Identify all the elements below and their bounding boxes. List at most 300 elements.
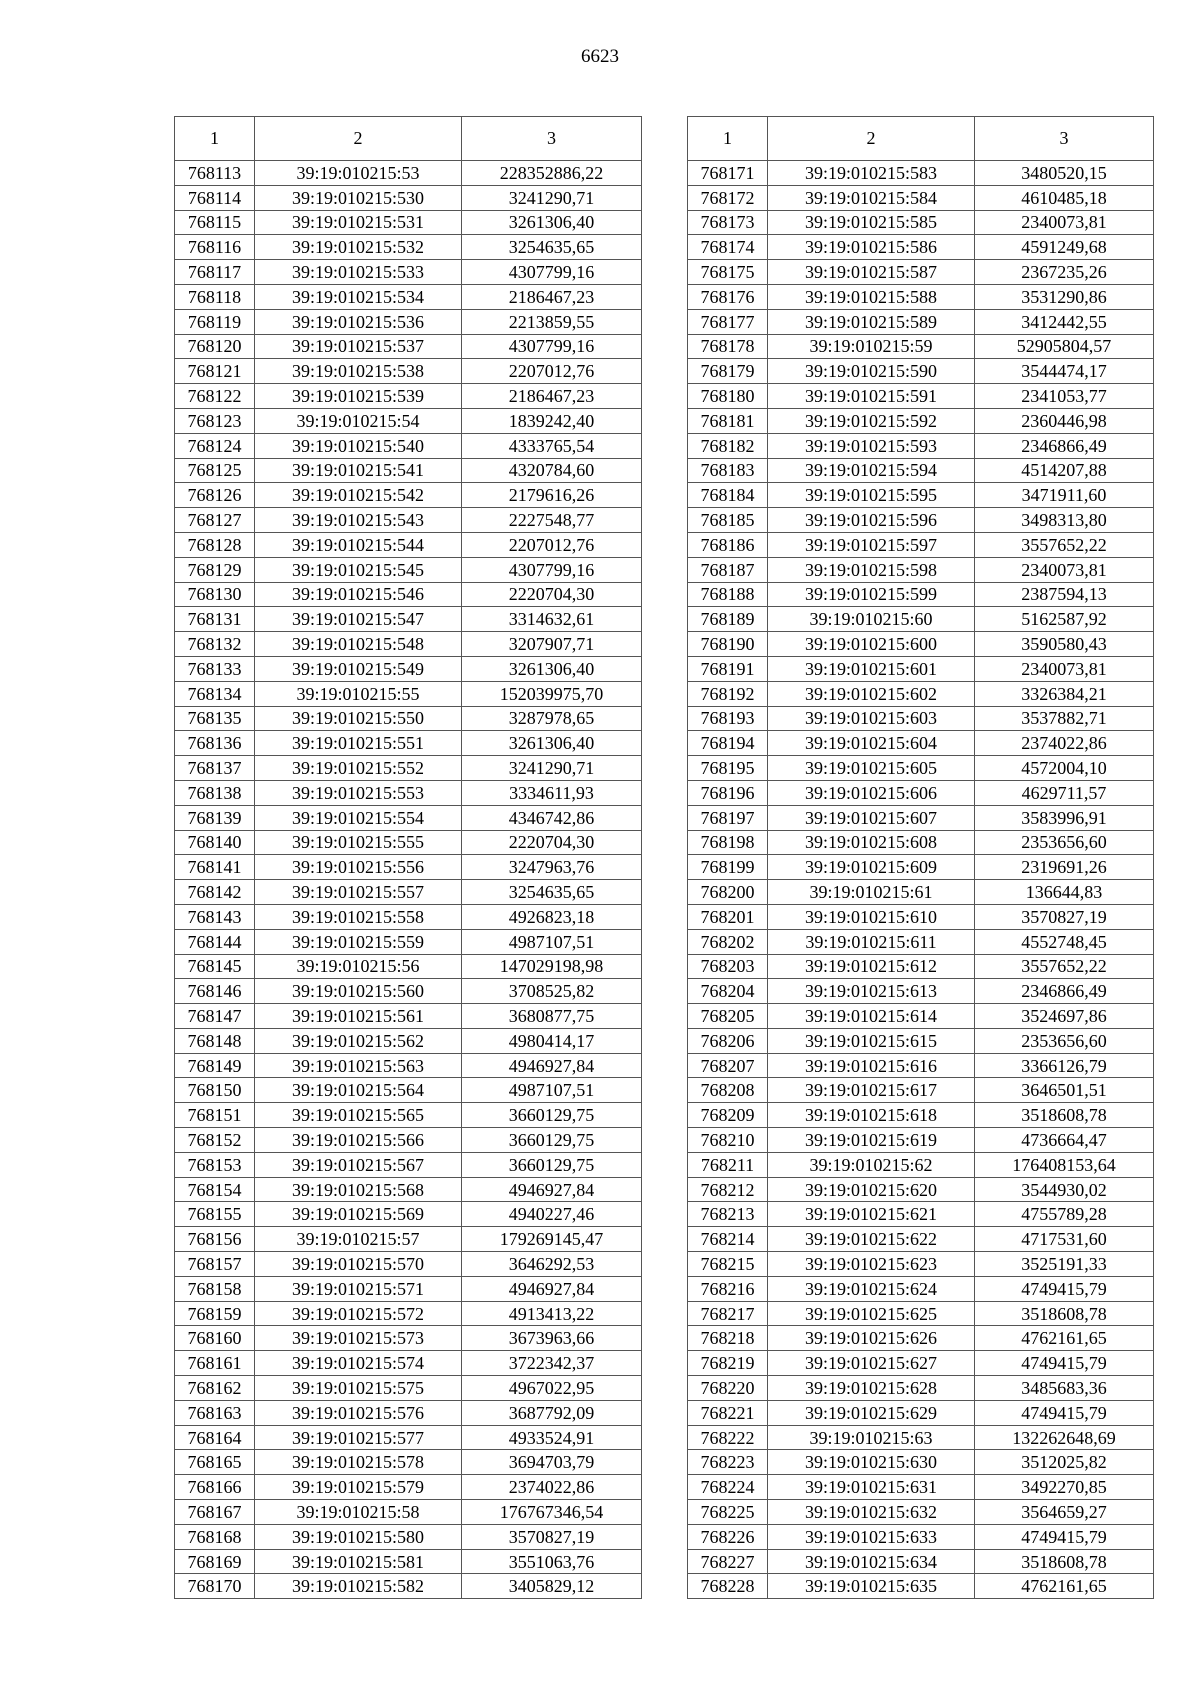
table-row (688, 929, 1154, 954)
cadastral-number-cell: 39:19:010215:577 (255, 1425, 462, 1450)
cadastral-number-cell: 39:19:010215:554 (255, 805, 462, 830)
cadastral-number-cell: 39:19:010215:593 (768, 433, 975, 458)
value-cell: 3531290,86 (975, 284, 1154, 309)
cadastral-number-cell: 39:19:010215:55 (255, 681, 462, 706)
row-number-cell: 768186 (688, 532, 768, 557)
table-row (688, 1028, 1154, 1053)
value-cell: 2346866,49 (975, 979, 1154, 1004)
table-row (688, 161, 1154, 186)
row-number-cell: 768214 (688, 1227, 768, 1252)
table-body-left (175, 161, 642, 1599)
table-row (688, 210, 1154, 235)
table-row (688, 458, 1154, 483)
value-cell: 4755789,28 (975, 1202, 1154, 1227)
table-row (688, 830, 1154, 855)
table-row (688, 1227, 1154, 1252)
row-number-cell: 768183 (688, 458, 768, 483)
cadastral-number-cell: 39:19:010215:57 (255, 1227, 462, 1252)
cadastral-number-cell: 39:19:010215:537 (255, 334, 462, 359)
row-number-cell: 768195 (688, 756, 768, 781)
value-cell: 4987107,51 (462, 929, 642, 954)
row-number-cell: 768166 (175, 1475, 255, 1500)
row-number-cell: 768192 (688, 681, 768, 706)
value-cell: 3247963,76 (462, 855, 642, 880)
value-cell: 2340073,81 (975, 557, 1154, 582)
value-cell: 4762161,65 (975, 1326, 1154, 1351)
value-cell: 2374022,86 (462, 1475, 642, 1500)
row-number-cell: 768147 (175, 1004, 255, 1029)
value-cell: 3590580,43 (975, 632, 1154, 657)
table-row (175, 1004, 642, 1029)
table-row (688, 1128, 1154, 1153)
value-cell: 4913413,22 (462, 1301, 642, 1326)
cadastral-number-cell: 39:19:010215:595 (768, 483, 975, 508)
table-row (688, 1276, 1154, 1301)
value-cell: 2186467,23 (462, 384, 642, 409)
row-number-cell: 768118 (175, 284, 255, 309)
table-row (175, 1425, 642, 1450)
value-cell: 3261306,40 (462, 210, 642, 235)
table-row (688, 483, 1154, 508)
cadastral-number-cell: 39:19:010215:596 (768, 508, 975, 533)
value-cell: 4749415,79 (975, 1400, 1154, 1425)
table-body-right (688, 161, 1154, 1599)
row-number-cell: 768181 (688, 408, 768, 433)
cadastral-number-cell: 39:19:010215:555 (255, 830, 462, 855)
row-number-cell: 768145 (175, 954, 255, 979)
value-cell: 3287978,65 (462, 706, 642, 731)
value-cell: 4736664,47 (975, 1128, 1154, 1153)
cadastral-number-cell: 39:19:010215:561 (255, 1004, 462, 1029)
table-row (688, 1078, 1154, 1103)
row-number-cell: 768169 (175, 1549, 255, 1574)
row-number-cell: 768150 (175, 1078, 255, 1103)
cadastral-number-cell: 39:19:010215:557 (255, 880, 462, 905)
value-cell: 2213859,55 (462, 309, 642, 334)
value-cell: 3544930,02 (975, 1177, 1154, 1202)
value-cell: 4307799,16 (462, 557, 642, 582)
cadastral-number-cell: 39:19:010215:592 (768, 408, 975, 433)
cadastral-number-cell: 39:19:010215:630 (768, 1450, 975, 1475)
value-cell: 3518608,78 (975, 1549, 1154, 1574)
table-row (688, 632, 1154, 657)
table-row (688, 1351, 1154, 1376)
value-cell: 2360446,98 (975, 408, 1154, 433)
row-number-cell: 768158 (175, 1276, 255, 1301)
value-cell: 4967022,95 (462, 1376, 642, 1401)
table-row (175, 161, 642, 186)
value-cell: 3261306,40 (462, 656, 642, 681)
column-header-2: 2 (768, 117, 975, 161)
cadastral-number-cell: 39:19:010215:531 (255, 210, 462, 235)
row-number-cell: 768164 (175, 1425, 255, 1450)
row-number-cell: 768121 (175, 359, 255, 384)
cadastral-number-cell: 39:19:010215:631 (768, 1475, 975, 1500)
row-number-cell: 768180 (688, 384, 768, 409)
cadastral-number-cell: 39:19:010215:605 (768, 756, 975, 781)
row-number-cell: 768179 (688, 359, 768, 384)
value-cell: 4946927,84 (462, 1177, 642, 1202)
cadastral-number-cell: 39:19:010215:628 (768, 1376, 975, 1401)
value-cell: 4940227,46 (462, 1202, 642, 1227)
value-cell: 2340073,81 (975, 210, 1154, 235)
cadastral-number-cell: 39:19:010215:609 (768, 855, 975, 880)
table-row (688, 1053, 1154, 1078)
row-number-cell: 768126 (175, 483, 255, 508)
row-number-cell: 768151 (175, 1103, 255, 1128)
value-cell: 3564659,27 (975, 1500, 1154, 1525)
value-cell: 4946927,84 (462, 1276, 642, 1301)
cadastral-number-cell: 39:19:010215:607 (768, 805, 975, 830)
table-row (175, 582, 642, 607)
value-cell: 2387594,13 (975, 582, 1154, 607)
value-cell: 4572004,10 (975, 756, 1154, 781)
row-number-cell: 768152 (175, 1128, 255, 1153)
table-row (175, 756, 642, 781)
table-row (688, 408, 1154, 433)
row-number-cell: 768162 (175, 1376, 255, 1401)
row-number-cell: 768148 (175, 1028, 255, 1053)
table-row (175, 483, 642, 508)
table-row (175, 309, 642, 334)
table-row (688, 359, 1154, 384)
table-row (175, 880, 642, 905)
cadastral-number-cell: 39:19:010215:574 (255, 1351, 462, 1376)
table-row (688, 1103, 1154, 1128)
row-number-cell: 768211 (688, 1152, 768, 1177)
cadastral-number-cell: 39:19:010215:616 (768, 1053, 975, 1078)
table-row (688, 532, 1154, 557)
cadastral-number-cell: 39:19:010215:568 (255, 1177, 462, 1202)
cadastral-number-cell: 39:19:010215:619 (768, 1128, 975, 1153)
table-row (688, 681, 1154, 706)
table-row (688, 334, 1154, 359)
page-number: 6623 (581, 46, 619, 67)
value-cell: 147029198,98 (462, 954, 642, 979)
row-number-cell: 768135 (175, 706, 255, 731)
cadastral-number-cell: 39:19:010215:550 (255, 706, 462, 731)
value-cell: 3261306,40 (462, 731, 642, 756)
row-number-cell: 768155 (175, 1202, 255, 1227)
value-cell: 2207012,76 (462, 532, 642, 557)
table-row (688, 1202, 1154, 1227)
table-row (175, 780, 642, 805)
cadastral-number-cell: 39:19:010215:559 (255, 929, 462, 954)
cadastral-number-cell: 39:19:010215:599 (768, 582, 975, 607)
cadastral-number-cell: 39:19:010215:632 (768, 1500, 975, 1525)
cadastral-number-cell: 39:19:010215:583 (768, 161, 975, 186)
table-row (175, 1103, 642, 1128)
row-number-cell: 768221 (688, 1400, 768, 1425)
value-cell: 3241290,71 (462, 756, 642, 781)
column-header-3: 3 (462, 117, 642, 161)
value-cell: 3518608,78 (975, 1301, 1154, 1326)
row-number-cell: 768177 (688, 309, 768, 334)
cadastral-number-cell: 39:19:010215:547 (255, 607, 462, 632)
cadastral-number-cell: 39:19:010215:582 (255, 1574, 462, 1599)
row-number-cell: 768157 (175, 1252, 255, 1277)
value-cell: 3241290,71 (462, 185, 642, 210)
value-cell: 3660129,75 (462, 1128, 642, 1153)
cadastral-number-cell: 39:19:010215:579 (255, 1475, 462, 1500)
cadastral-number-cell: 39:19:010215:624 (768, 1276, 975, 1301)
value-cell: 3412442,55 (975, 309, 1154, 334)
cadastral-number-cell: 39:19:010215:63 (768, 1425, 975, 1450)
table-row (688, 284, 1154, 309)
row-number-cell: 768190 (688, 632, 768, 657)
value-cell: 2186467,23 (462, 284, 642, 309)
cadastral-number-cell: 39:19:010215:536 (255, 309, 462, 334)
cadastral-number-cell: 39:19:010215:621 (768, 1202, 975, 1227)
value-cell: 52905804,57 (975, 334, 1154, 359)
table-row (688, 756, 1154, 781)
row-number-cell: 768142 (175, 880, 255, 905)
value-cell: 3687792,09 (462, 1400, 642, 1425)
value-cell: 4514207,88 (975, 458, 1154, 483)
table-row (175, 1400, 642, 1425)
cadastral-number-cell: 39:19:010215:553 (255, 780, 462, 805)
value-cell: 4320784,60 (462, 458, 642, 483)
value-cell: 4980414,17 (462, 1028, 642, 1053)
row-number-cell: 768191 (688, 656, 768, 681)
cadastral-number-cell: 39:19:010215:542 (255, 483, 462, 508)
row-number-cell: 768178 (688, 334, 768, 359)
value-cell: 2220704,30 (462, 582, 642, 607)
row-number-cell: 768168 (175, 1524, 255, 1549)
value-cell: 4749415,79 (975, 1276, 1154, 1301)
row-number-cell: 768187 (688, 557, 768, 582)
value-cell: 3646292,53 (462, 1252, 642, 1277)
table-row (688, 1252, 1154, 1277)
row-number-cell: 768172 (688, 185, 768, 210)
cadastral-number-cell: 39:19:010215:601 (768, 656, 975, 681)
row-number-cell: 768115 (175, 210, 255, 235)
row-number-cell: 768140 (175, 830, 255, 855)
cadastral-number-cell: 39:19:010215:563 (255, 1053, 462, 1078)
value-cell: 2207012,76 (462, 359, 642, 384)
table-row (688, 508, 1154, 533)
value-cell: 4762161,65 (975, 1574, 1154, 1599)
row-number-cell: 768154 (175, 1177, 255, 1202)
value-cell: 4987107,51 (462, 1078, 642, 1103)
value-cell: 3471911,60 (975, 483, 1154, 508)
table-row (688, 1400, 1154, 1425)
cadastral-number-cell: 39:19:010215:608 (768, 830, 975, 855)
value-cell: 2353656,60 (975, 830, 1154, 855)
table-row (175, 656, 642, 681)
table-row (688, 954, 1154, 979)
value-cell: 2227548,77 (462, 508, 642, 533)
row-number-cell: 768116 (175, 235, 255, 260)
cadastral-number-cell: 39:19:010215:586 (768, 235, 975, 260)
cadastral-number-cell: 39:19:010215:546 (255, 582, 462, 607)
row-number-cell: 768201 (688, 904, 768, 929)
value-cell: 3694703,79 (462, 1450, 642, 1475)
table-row (175, 731, 642, 756)
cadastral-number-cell: 39:19:010215:545 (255, 557, 462, 582)
table-row (688, 607, 1154, 632)
row-number-cell: 768202 (688, 929, 768, 954)
row-number-cell: 768226 (688, 1524, 768, 1549)
row-number-cell: 768123 (175, 408, 255, 433)
row-number-cell: 768198 (688, 830, 768, 855)
cadastral-number-cell: 39:19:010215:562 (255, 1028, 462, 1053)
value-cell: 4926823,18 (462, 904, 642, 929)
cadastral-number-cell: 39:19:010215:620 (768, 1177, 975, 1202)
value-cell: 3314632,61 (462, 607, 642, 632)
cadastral-number-cell: 39:19:010215:534 (255, 284, 462, 309)
row-number-cell: 768222 (688, 1425, 768, 1450)
row-number-cell: 768156 (175, 1227, 255, 1252)
table-row (175, 1028, 642, 1053)
value-cell: 3570827,19 (975, 904, 1154, 929)
value-cell: 2319691,26 (975, 855, 1154, 880)
value-cell: 4346742,86 (462, 805, 642, 830)
row-number-cell: 768223 (688, 1450, 768, 1475)
table-row (688, 979, 1154, 1004)
table-row (175, 632, 642, 657)
cadastral-number-cell: 39:19:010215:614 (768, 1004, 975, 1029)
cadastral-number-cell: 39:19:010215:581 (255, 1549, 462, 1574)
row-number-cell: 768182 (688, 433, 768, 458)
table-row (175, 954, 642, 979)
row-number-cell: 768171 (688, 161, 768, 186)
registry-table-left (174, 116, 642, 1599)
table-row (175, 979, 642, 1004)
value-cell: 2341053,77 (975, 384, 1154, 409)
table-row (688, 1177, 1154, 1202)
row-number-cell: 768114 (175, 185, 255, 210)
table-row (175, 408, 642, 433)
cadastral-number-cell: 39:19:010215:591 (768, 384, 975, 409)
table-row (175, 1227, 642, 1252)
table-row (175, 1177, 642, 1202)
table-row (688, 1376, 1154, 1401)
table-row (688, 235, 1154, 260)
row-number-cell: 768227 (688, 1549, 768, 1574)
cadastral-number-cell: 39:19:010215:634 (768, 1549, 975, 1574)
table-row (175, 1078, 642, 1103)
cadastral-number-cell: 39:19:010215:578 (255, 1450, 462, 1475)
row-number-cell: 768228 (688, 1574, 768, 1599)
registry-table-right (687, 116, 1154, 1599)
row-number-cell: 768204 (688, 979, 768, 1004)
table-row (175, 210, 642, 235)
row-number-cell: 768188 (688, 582, 768, 607)
table-row (175, 1252, 642, 1277)
cadastral-number-cell: 39:19:010215:622 (768, 1227, 975, 1252)
table-row (175, 1326, 642, 1351)
cadastral-number-cell: 39:19:010215:603 (768, 706, 975, 731)
cadastral-number-cell: 39:19:010215:602 (768, 681, 975, 706)
table-row (688, 557, 1154, 582)
value-cell: 3512025,82 (975, 1450, 1154, 1475)
column-header-3: 3 (975, 117, 1154, 161)
row-number-cell: 768143 (175, 904, 255, 929)
table-row (175, 1301, 642, 1326)
value-cell: 3334611,93 (462, 780, 642, 805)
table-row (688, 904, 1154, 929)
cadastral-number-cell: 39:19:010215:633 (768, 1524, 975, 1549)
cadastral-number-cell: 39:19:010215:569 (255, 1202, 462, 1227)
table-row (688, 309, 1154, 334)
cadastral-number-cell: 39:19:010215:612 (768, 954, 975, 979)
cadastral-number-cell: 39:19:010215:627 (768, 1351, 975, 1376)
cadastral-number-cell: 39:19:010215:580 (255, 1524, 462, 1549)
row-number-cell: 768124 (175, 433, 255, 458)
cadastral-number-cell: 39:19:010215:530 (255, 185, 462, 210)
cadastral-number-cell: 39:19:010215:623 (768, 1252, 975, 1277)
table-row (175, 284, 642, 309)
cadastral-number-cell: 39:19:010215:564 (255, 1078, 462, 1103)
table-row (175, 508, 642, 533)
table-row (175, 359, 642, 384)
value-cell: 4591249,68 (975, 235, 1154, 260)
table-row (688, 880, 1154, 905)
table-row (175, 260, 642, 285)
row-number-cell: 768149 (175, 1053, 255, 1078)
cadastral-number-cell: 39:19:010215:56 (255, 954, 462, 979)
cadastral-number-cell: 39:19:010215:551 (255, 731, 462, 756)
row-number-cell: 768215 (688, 1252, 768, 1277)
cadastral-number-cell: 39:19:010215:544 (255, 532, 462, 557)
table-row (175, 1450, 642, 1475)
row-number-cell: 768170 (175, 1574, 255, 1599)
row-number-cell: 768113 (175, 161, 255, 186)
row-number-cell: 768146 (175, 979, 255, 1004)
value-cell: 5162587,92 (975, 607, 1154, 632)
cadastral-number-cell: 39:19:010215:533 (255, 260, 462, 285)
table-row (688, 731, 1154, 756)
value-cell: 228352886,22 (462, 161, 642, 186)
cadastral-number-cell: 39:19:010215:598 (768, 557, 975, 582)
row-number-cell: 768160 (175, 1326, 255, 1351)
table-row (175, 681, 642, 706)
row-number-cell: 768176 (688, 284, 768, 309)
row-number-cell: 768207 (688, 1053, 768, 1078)
cadastral-number-cell: 39:19:010215:613 (768, 979, 975, 1004)
row-number-cell: 768167 (175, 1500, 255, 1525)
value-cell: 3326384,21 (975, 681, 1154, 706)
row-number-cell: 768213 (688, 1202, 768, 1227)
row-number-cell: 768225 (688, 1500, 768, 1525)
table-header-row (688, 117, 1154, 161)
cadastral-number-cell: 39:19:010215:543 (255, 508, 462, 533)
row-number-cell: 768134 (175, 681, 255, 706)
value-cell: 3544474,17 (975, 359, 1154, 384)
table-row (688, 185, 1154, 210)
cadastral-number-cell: 39:19:010215:590 (768, 359, 975, 384)
cadastral-number-cell: 39:19:010215:540 (255, 433, 462, 458)
row-number-cell: 768122 (175, 384, 255, 409)
table-row (175, 1053, 642, 1078)
cadastral-number-cell: 39:19:010215:570 (255, 1252, 462, 1277)
row-number-cell: 768206 (688, 1028, 768, 1053)
table-row (175, 1351, 642, 1376)
value-cell: 3207907,71 (462, 632, 642, 657)
table-row (688, 1524, 1154, 1549)
value-cell: 3492270,85 (975, 1475, 1154, 1500)
table-row (175, 532, 642, 557)
value-cell: 3480520,15 (975, 161, 1154, 186)
value-cell: 3570827,19 (462, 1524, 642, 1549)
value-cell: 4749415,79 (975, 1351, 1154, 1376)
table-row (175, 1376, 642, 1401)
table-row (688, 384, 1154, 409)
value-cell: 3557652,22 (975, 532, 1154, 557)
row-number-cell: 768127 (175, 508, 255, 533)
value-cell: 3524697,86 (975, 1004, 1154, 1029)
